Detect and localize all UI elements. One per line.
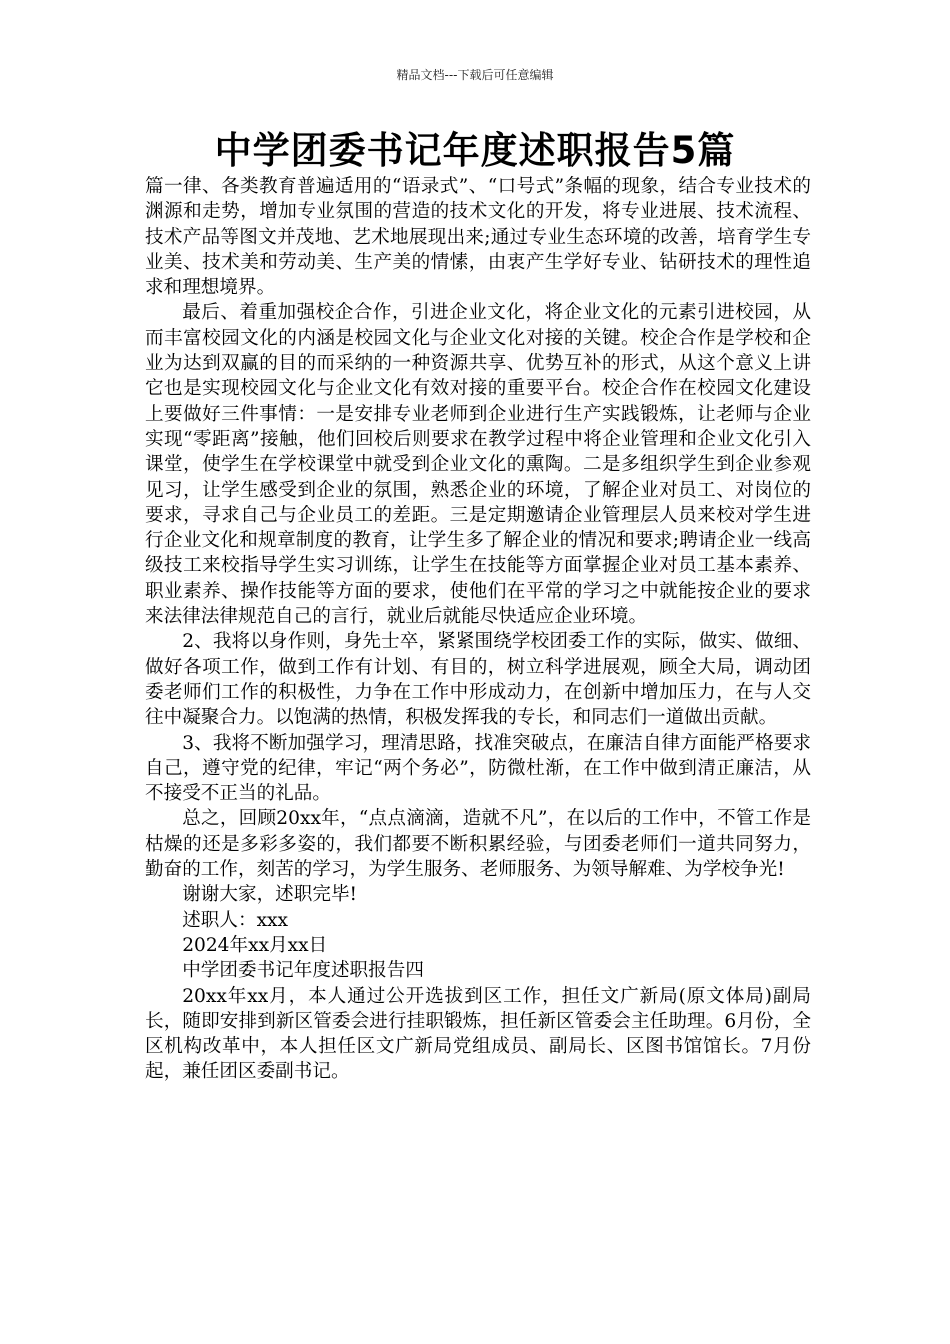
section-heading: 中学团委书记年度述职报告四	[182, 960, 424, 982]
paragraph: 3、我将不断加强学习，理清思路，找准突破点，在廉洁自律方面能严格要求自己，遵守党的纪律，牢记“两个务必”，防微杜渐，在工作中做到清正廉洁，从不接受不正当的礼品。	[145, 732, 811, 805]
signature-line: 述职人：xxx	[182, 909, 289, 931]
document-body	[145, 174, 811, 1085]
page-header-note: 精品文档---下载后可任意编辑	[396, 68, 554, 82]
paragraph: 20xx年xx月，本人通过公开选拔到区工作，担任文广新局(原文体局)副局长，随即安排到新区管委会进行挂职锻炼，担任新区管委会主任助理。6月份，全区机构改革中，本人担任区文广新局党组成员、副局长、区图书馆馆长。7月份起，兼任团区委副书记。	[145, 985, 811, 1083]
paragraph: 总之，回顾20xx年，“点点滴滴，造就不凡”，在以后的工作中，不管工作是枯燥的还是多彩多姿的，我们都要不断积累经验，与团委老师们一道共同努力，勤奋的工作，刻苦的学习，为学生服务、老师服务、为领导解难、为学校争光!	[145, 808, 811, 881]
date-line: 2024年xx月xx日	[182, 934, 328, 956]
paragraph: 篇一律、各类教育普遍适用的“语录式”、“口号式”条幅的现象，结合专业技术的渊源和走势，增加专业氛围的营造的技术文化的开发，将专业进展、技术流程、技术产品等图文并茂地、艺术地展现出来;通过专业生态环境的改善，培育学生专业美、技术美和劳动美、生产美的情愫，由衷产生学好专业、钻研技术的理性追求和理想境界。	[145, 176, 811, 299]
paragraph: 最后、着重加强校企合作，引进企业文化，将企业文化的元素引进校园，从而丰富校园文化的内涵是校园文化与企业文化对接的关键。校企合作是学校和企业为达到双赢的目的而采纳的一种资源共享、优势互补的形式，从这个意义上讲它也是实现校园文化与企业文化有效对接的重要平台。校企合作在校园文化建设上要做好三件事情：一是安排专业老师到企业进行生产实践锻炼，让老师与企业实现“零距离”接触，他们回校后则要求在教学过程中将企业管理和企业文化引入课堂，使学生在学校课堂中就受到企业文化的熏陶。二是多组织学生到企业参观见习，让学生感受到企业的氛围，熟悉企业的环境，了解企业对员工、对岗位的要求，寻求自己与企业员工的差距。三是定期邀请企业管理层人员来校对学生进行企业文化和规章制度的教育，让学生多了解企业的情况和要求;聘请企业一线高级技工来校指导学生实习训练，让学生在技能等方面掌握企业对员工基本素养、职业素养、操作技能等方面的要求，使他们在平常的学习之中就能按企业的要求来法律法律规范自己的言行，就业后就能尽快适应企业环境。	[145, 302, 811, 628]
paragraph: 2、我将以身作则，身先士卒，紧紧围绕学校团委工作的实际，做实、做细、做好各项工作，做到工作有计划、有目的，树立科学进展观，顾全大局，调动团委老师们工作的积极性，力争在工作中形成动力，在创新中增加压力，在与人交往中凝聚合力。以饱满的热情，积极发挥我的专长，和同志们一道做出贡献。	[145, 631, 811, 729]
closing-line: 谢谢大家，述职完毕!	[182, 884, 358, 906]
document-title: 中学团委书记年度述职报告5篇	[214, 129, 736, 172]
